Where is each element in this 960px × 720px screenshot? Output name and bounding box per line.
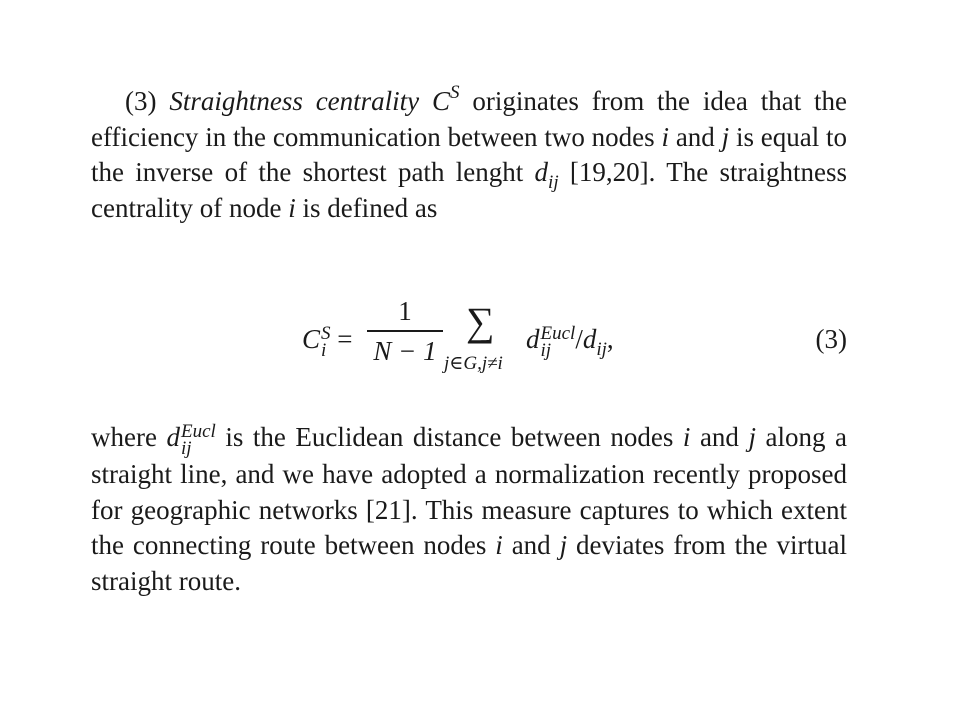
eq-equals: = — [337, 324, 353, 354]
text-line-b: is equal to the inverse of the shortest path lenght — [91, 121, 848, 187]
fraction-denominator: N − 1 — [373, 335, 437, 366]
p2-text-a: is the Euclidean distance between nodes — [225, 422, 674, 452]
p2-and: and — [699, 422, 739, 452]
text-where: where — [91, 422, 157, 452]
item-number: (3) — [125, 86, 157, 116]
var-d-sub: ij — [548, 172, 559, 193]
eq-d-eucl: d — [526, 324, 540, 354]
equation-fraction — [367, 294, 443, 368]
symbol-c: C — [432, 86, 451, 116]
var-i-node: i — [288, 192, 296, 223]
eq-slash: / — [575, 324, 583, 354]
p2-var-i: i — [682, 422, 691, 452]
equation-number: (3) — [815, 324, 847, 354]
equation-lhs — [302, 324, 353, 359]
eq-d-sub: ij — [596, 339, 607, 360]
term-straightness-centrality: Straightness centrality — [169, 86, 420, 116]
fraction-numerator: 1 — [398, 296, 412, 326]
paragraph-euclidean — [91, 420, 847, 599]
p2-var-j-2: j — [559, 530, 568, 560]
p2-var-i-2: i — [495, 530, 503, 560]
equation-straightness — [91, 284, 847, 404]
p2-text-b: along a straight line, and we have adopted a normalization recently proposed for geographic networks [21]. This measure captures to which extent the connecting route between nodes — [91, 422, 847, 560]
p2-and-2: and — [511, 530, 551, 560]
text-and: and — [675, 121, 715, 152]
p2-d: d — [166, 422, 180, 452]
eq-d-eucl-sup: Eucl — [540, 323, 576, 344]
var-d: d — [534, 157, 549, 187]
p2-text-c: deviates from the virtual straight route. — [91, 530, 848, 596]
text-line-a: originates from the idea that the efficiency in the communication between two nodes — [91, 86, 848, 152]
p2-d-sup: Eucl — [181, 421, 216, 442]
var-i: i — [661, 121, 669, 152]
p2-d-sub: ij — [181, 438, 192, 459]
eq-symbol-c-sup: S — [321, 323, 331, 344]
sum-symbol: ∑ — [466, 299, 495, 344]
eq-comma: , — [606, 324, 614, 354]
paragraph-straightness-definition — [91, 84, 847, 226]
paper-page — [91, 84, 847, 599]
eq-d-eucl-sub: ij — [540, 340, 552, 361]
equation-rhs — [526, 324, 614, 359]
eq-symbol-c-sub: i — [321, 340, 327, 361]
var-j: j — [721, 121, 730, 152]
sum-subscript: j∈G,j≠i — [444, 353, 503, 374]
text-line-d: is defined as — [302, 192, 438, 223]
eq-symbol-c: C — [302, 324, 321, 354]
symbol-c-sup: S — [450, 82, 460, 103]
fraction-bar — [367, 330, 443, 332]
p2-var-j: j — [748, 422, 756, 452]
text-line-c: [19,20]. The straightness centrality of node — [91, 157, 847, 223]
eq-d: d — [582, 324, 597, 354]
